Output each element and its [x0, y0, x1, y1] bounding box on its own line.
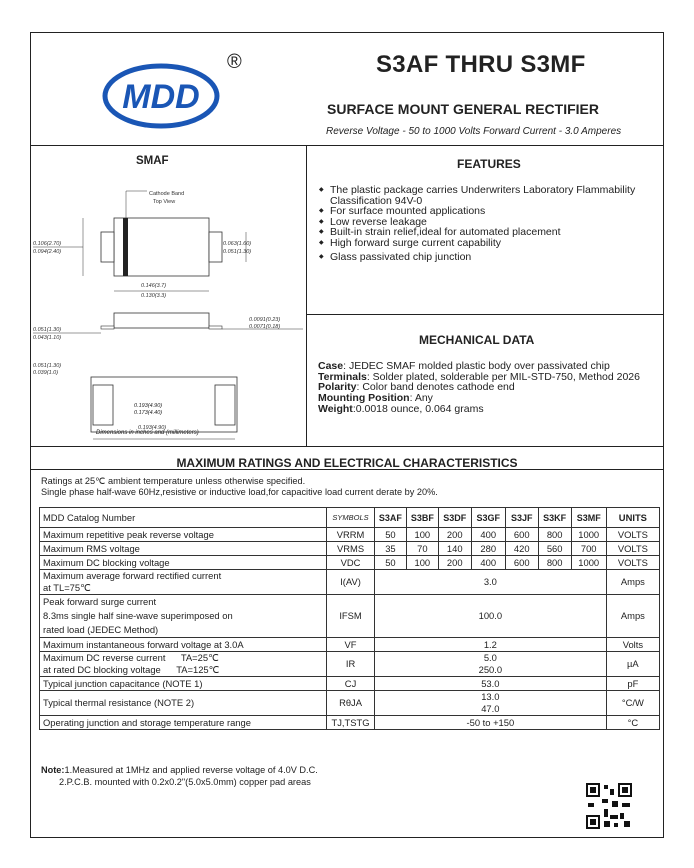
- table-row: Maximum instantaneous forward voltage at 3.0A VF 1.2 Volts: [40, 638, 660, 652]
- package-title: SMAF: [136, 155, 169, 167]
- package-body-top: [114, 218, 209, 276]
- package-drawing: [31, 171, 306, 443]
- table-row: Typical thermal resistance (NOTE 2) RθJA 13.0 47.0 °C/W: [40, 691, 660, 716]
- divider: [31, 446, 663, 447]
- qr-code: [584, 781, 634, 831]
- pad-right: [215, 385, 235, 425]
- table-row: Maximum DC blocking voltage VDC 50 100 200 400 600 800 1000 VOLTS: [40, 556, 660, 570]
- table-row: Peak forward surge current 8.3ms single half sine-wave superimposed on rated load (JEDEC Method) IFSM 100.0 Amps: [40, 595, 660, 638]
- dim-label: 0.106(2.70): [33, 241, 62, 247]
- divider: [31, 145, 663, 146]
- package-note: Dimensions in inches and (millimeters): [96, 430, 199, 436]
- ratings-notes: Ratings at 25℃ ambient temperature unless otherwise specified. Single phase half-wave 60Hz,resistive or inductive load,for capacitive load current derate by 20%.: [41, 476, 438, 497]
- table-row: Maximum average forward rectified current at TL=75℃ I(AV) 3.0 Amps: [40, 570, 660, 595]
- dim-label: 0.043(1.10): [33, 335, 62, 341]
- table-row: Operating junction and storage temperature range TJ,TSTG -50 to +150 °C: [40, 716, 660, 730]
- spec-line: Reverse Voltage - 50 to 1000 Volts Forward Current - 3.0 Amperes: [326, 126, 622, 137]
- list-item: ◆ Low reverse leakage: [319, 217, 659, 228]
- pad-left: [93, 385, 113, 425]
- lead-left: [101, 232, 114, 262]
- dim-label: 0.146(3.7): [141, 283, 167, 289]
- features-title: FEATURES: [457, 157, 521, 171]
- cathode-band: [123, 218, 128, 276]
- notes: Note:1.Measured at 1MHz and applied reverse voltage of 4.0V D.C. 2.P.C.B. mounted with 0.2x0.2"(5.0x5.0mm) copper pad areas: [41, 765, 318, 787]
- dim-label: 0.051(1.30): [223, 249, 252, 255]
- top-view-label: Top View: [153, 199, 176, 205]
- datasheet-frame: [30, 32, 664, 838]
- registered-mark: ®: [227, 51, 242, 73]
- mdd-logo: [99, 48, 249, 134]
- table-row: Maximum RMS voltage VRMS 35 70 140 280 420 560 700 VOLTS: [40, 542, 660, 556]
- package-body-side: [114, 313, 209, 328]
- features-list: [319, 185, 659, 262]
- dim-label: 0.0071(0.18): [249, 324, 281, 330]
- dim-label: 0.063(1.60): [223, 241, 252, 247]
- dim-label: 0.051(1.30): [33, 327, 62, 333]
- table-row: Typical junction capacitance (NOTE 1) CJ 53.0 pF: [40, 677, 660, 691]
- spec-table: [39, 507, 660, 730]
- dim-label: 0.193(4.90): [134, 403, 163, 409]
- dim-label: 0.130(3.3): [141, 293, 167, 299]
- table-row: Maximum DC reverse current TA=25℃ at rated DC blocking voltage TA=125℃ IR 5.0 250.0 µA: [40, 652, 660, 677]
- dim-label: 0.094(2.40): [33, 249, 62, 255]
- page-title: S3AF THRU S3MF: [376, 51, 586, 78]
- dim-label: 0.039(1.0): [33, 370, 59, 376]
- page-subtitle: SURFACE MOUNT GENERAL RECTIFIER: [327, 101, 599, 117]
- mechanical-title: MECHANICAL DATA: [419, 333, 535, 347]
- divider: [31, 469, 663, 470]
- dim-label: 0.0091(0.23): [249, 317, 281, 323]
- lead-right: [209, 232, 222, 262]
- table-row: Maximum repetitive peak reverse voltage VRRM 50 100 200 400 600 800 1000 VOLTS: [40, 528, 660, 542]
- dim-label: 0.193(4.90): [138, 425, 167, 431]
- list-item: ◆ High forward surge current capability: [319, 238, 659, 249]
- list-item: ◆ The plastic package carries Underwriters Laboratory Flammability Classification 94V-0: [319, 185, 659, 206]
- table-row: MDD Catalog Number SYMBOLS S3AF S3BF S3DF S3GF S3JF S3KF S3MF UNITS: [40, 508, 660, 528]
- logo-text: MDD: [122, 78, 200, 116]
- divider: [306, 314, 663, 315]
- dim-label: 0.173(4.40): [134, 410, 163, 416]
- dim-label: 0.051(1.30): [33, 363, 62, 369]
- ratings-title: MAXIMUM RATINGS AND ELECTRICAL CHARACTERISTICS: [176, 456, 518, 470]
- mechanical-data: Case: JEDEC SMAF molded plastic body over passivated chip Terminals: Solder plated, solderable per MIL-STD-750, Method 2026 Polarity: Color band denotes cathode end Mounting Position: Any Weight:0.0018 ounce, 0.064 grams: [318, 360, 640, 415]
- list-item: ◆ For surface mounted applications: [319, 206, 659, 217]
- column-divider: [306, 145, 307, 446]
- list-item: ◆ Glass passivated chip junction: [319, 252, 659, 263]
- list-item: ◆ Built-in strain relief,ideal for automated placement: [319, 227, 659, 238]
- cathode-band-label: Cathode Band: [149, 191, 185, 197]
